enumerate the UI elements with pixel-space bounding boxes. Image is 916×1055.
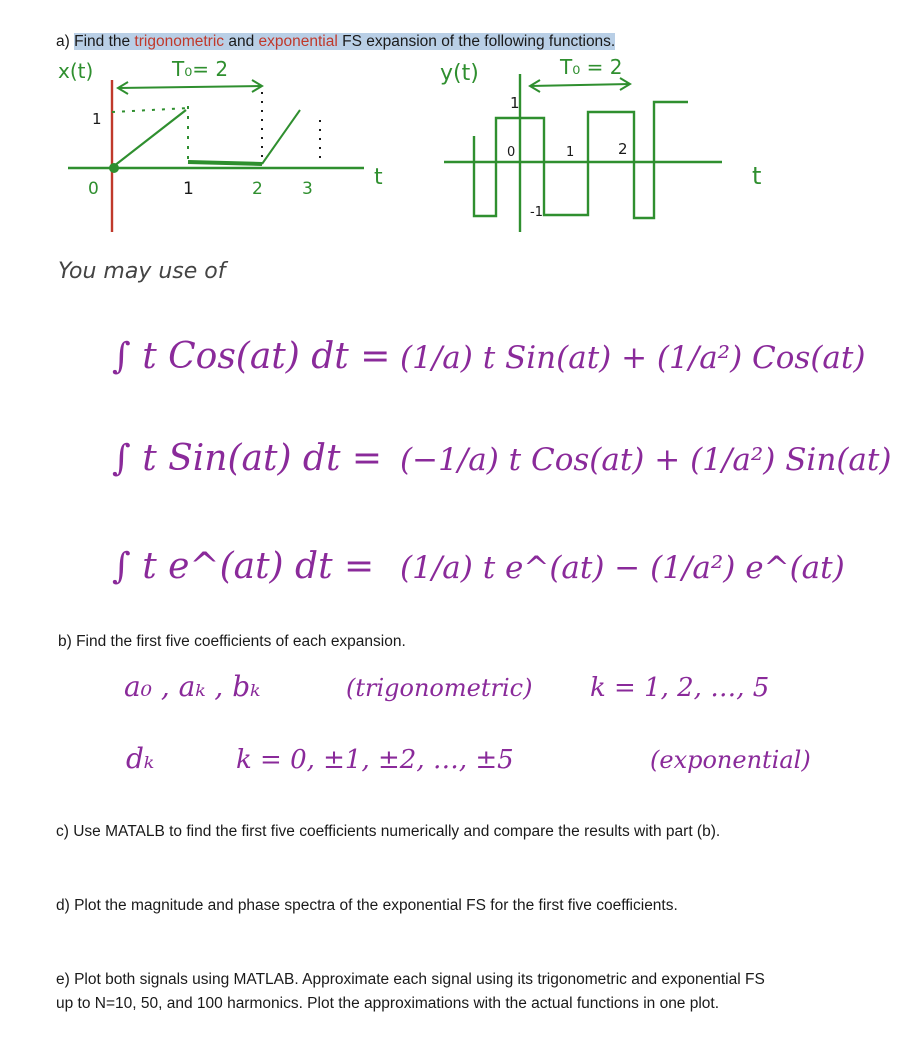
exp-range: k = 0, ±1, ±2, …, ±5	[236, 745, 514, 775]
exp-coefficients: dₖ	[126, 742, 155, 775]
figure-x-t3: 3	[302, 179, 313, 199]
part-a-pre: Find the	[74, 33, 135, 50]
figure-y-two: 2	[618, 140, 628, 158]
figure-x-period: T₀= 2	[172, 57, 229, 81]
figure-y	[440, 55, 761, 232]
part-a-label: a)	[56, 33, 70, 50]
dashed-guide	[112, 108, 190, 112]
origin-dot	[109, 163, 119, 173]
figure-x-t-axis: t	[374, 165, 383, 190]
figure-y-bottom: -1	[530, 205, 543, 220]
figure-x-t2: 2	[252, 179, 263, 199]
figure-y-top: 1	[510, 94, 520, 112]
formula-1-rhs: (1/a) t Sin(at) + (1/a²) Cos(at)	[400, 340, 866, 376]
part-a-and: and	[224, 33, 259, 50]
trig-range: k = 1, 2, …, 5	[590, 673, 770, 703]
figure-x-t0: 0	[88, 179, 99, 199]
part-e-line-1: e) Plot both signals using MATLAB. Approximate each signal using its trigonometric and exponential FS	[56, 971, 765, 988]
part-b-text: b) Find the first five coefficients of each expansion.	[58, 633, 406, 650]
part-d-text: d) Plot the magnitude and phase spectra of the exponential FS for the first five coefficients.	[56, 897, 678, 914]
part-a-trig: trigonometric	[134, 33, 225, 50]
part-a-post: FS expansion of the following functions.	[337, 33, 616, 50]
formula-list	[112, 336, 891, 587]
formula-3-rhs: (1/a) t e^(at) − (1/a²) e^(at)	[400, 550, 845, 586]
figure-y-period-arrow	[530, 84, 630, 86]
figure-x-zero-segment	[188, 162, 262, 164]
figure-y-t-axis: t	[752, 162, 762, 190]
part-e-line-2: up to N=10, 50, and 100 harmonics. Plot the approximations with the actual functions in one plot.	[56, 995, 720, 1012]
figure-x-ramp	[114, 110, 186, 166]
figure-x-ylabel: x(t)	[58, 59, 94, 83]
figure-y-zero: 0	[507, 145, 516, 160]
formula-1-lhs: ∫ t Cos(at) dt =	[112, 336, 391, 377]
figure-y-ylabel: y(t)	[440, 61, 479, 86]
formula-2-rhs: (−1/a) t Cos(at) + (1/a²) Sin(at)	[400, 442, 892, 478]
figure-x-ramp-2	[262, 110, 300, 164]
trig-label: (trigonometric)	[346, 674, 533, 702]
formula-3-lhs: ∫ t e^(at) dt =	[112, 546, 375, 587]
part-a-exp: exponential	[258, 33, 338, 50]
figure-x-t1: 1	[183, 179, 194, 199]
figure-x-one: 1	[92, 110, 102, 128]
note-you-may-use: You may use of	[58, 259, 226, 284]
exp-label: (exponential)	[650, 746, 811, 774]
trig-coefficients: a₀ , aₖ , bₖ	[124, 670, 261, 703]
figure-y-period: T₀ = 2	[560, 55, 623, 79]
figure-x	[58, 57, 383, 232]
figure-x-period-arrow	[118, 86, 262, 88]
formula-2-lhs: ∫ t Sin(at) dt =	[112, 438, 383, 479]
figure-y-one: 1	[566, 145, 575, 160]
part-b-handwriting	[124, 670, 811, 775]
figure-y-square-wave	[474, 102, 688, 218]
part-c-text: c) Use MATALB to find the first five coefficients numerically and compare the results with part (b).	[56, 823, 721, 840]
